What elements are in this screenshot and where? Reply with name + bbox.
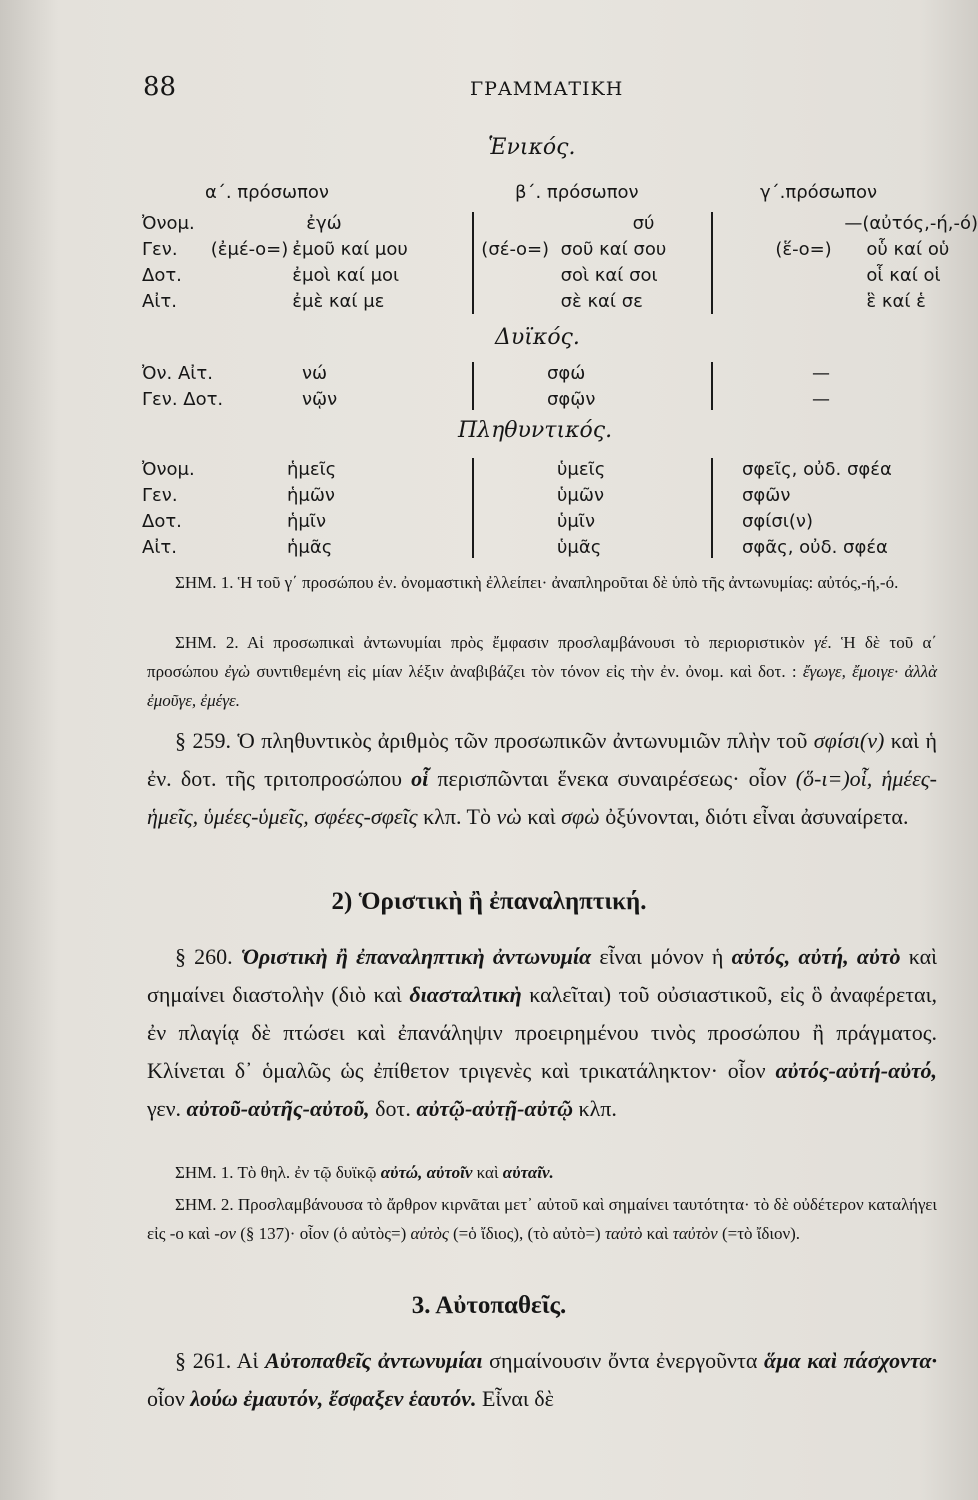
form-cell: ἐγώ xyxy=(306,212,342,234)
case-label: Δοτ. xyxy=(142,510,182,532)
table-row xyxy=(142,288,978,314)
paragraph-text: κλπ. Τὸ xyxy=(423,804,491,829)
table-row xyxy=(142,262,978,288)
form-prefix xyxy=(211,262,289,288)
paragraph-italic: οἷ xyxy=(411,766,429,791)
paragraph-text: καὶ σημαίνει διαστολὴν (διὸ καὶ xyxy=(147,944,938,1007)
table-row xyxy=(142,386,830,412)
section-singular: Ἑνικός. xyxy=(488,135,576,160)
form-cell: ἓ καί ἑ xyxy=(866,290,926,312)
dual-table xyxy=(142,360,830,412)
note-text: (§ 137)· οἷον (ὁ αὐτὸς=) xyxy=(240,1224,407,1243)
form-cell: σοῦ καί σου xyxy=(560,238,667,260)
paragraph-bold: αὐτός, αὐτή, αὐτὸ xyxy=(731,944,901,969)
note-text: καὶ xyxy=(646,1224,669,1243)
column-header-second-person: β΄. πρόσωπον xyxy=(515,182,639,203)
paragraph-bold: Αὐτοπαθεῖς ἀντωνυμίαι xyxy=(265,1348,483,1373)
note-text: (=ὁ ἴδιος), (τὸ αὐτὸ=) xyxy=(453,1224,601,1243)
paragraph-bold: λούω ἐμαυτόν, ἔσφαξεν ἑαυτόν. xyxy=(190,1386,477,1411)
paragraph-bold: ἅμα καὶ πάσχοντα· xyxy=(764,1348,937,1373)
paragraph-bold: αὐτός-αὐτή-αὐτό, xyxy=(775,1058,938,1083)
note-text: ΣΗΜ. 2. Προσλαμβάνουσα τὸ ἄρθρον κιρνᾶται μετ᾿ αὐτοῦ καὶ σημαίνει ταυτότητα· τὸ δὲ οὐδέτερον καταλήγει εἰς -ο καὶ xyxy=(147,1195,937,1243)
note-block-260-1 xyxy=(147,1158,937,1187)
note-1: ΣΗΜ. 1. Ἡ τοῦ γ΄ προσώπου ἐν. ὀνομαστικὴ ἐλλείπει· ἀναπληροῦται δὲ ὑπὸ τῆς ἀντωνυμίας: αὐτός,-ή,-ό. xyxy=(175,573,899,592)
paragraph-text: κλπ. xyxy=(578,1096,617,1121)
section-marker: § 259. xyxy=(175,728,231,753)
paragraph-text: γεν. xyxy=(147,1096,182,1121)
paragraph-text: καλεῖται) τοῦ οὐσιαστικοῦ, εἰς ὃ ἀναφέρεται, ἐν πλαγίᾳ δὲ πτώσει καὶ ἐπανάληψιν προειρημένου τινὸς προσώπου ἢ πράγματος. Κλίνεται δ᾿ ὁμαλῶς ὡς ἐπίθετον τριγενὲς καὶ τρικατάληκτον· οἷον xyxy=(147,982,937,1083)
case-label: Ὀνομ. xyxy=(142,458,195,480)
note-block-1 xyxy=(147,568,937,597)
case-label: Γεν. xyxy=(142,484,178,506)
paragraph-text: Αἱ xyxy=(236,1348,259,1373)
table-row xyxy=(142,210,978,236)
form-cell: σφᾶς, οὐδ. σφέα xyxy=(742,536,888,558)
note-italic: ἐγὼ xyxy=(224,662,251,681)
form-cell: οὗ καί οὑ xyxy=(866,238,950,260)
form-prefix xyxy=(775,262,836,288)
note-2 xyxy=(147,628,937,715)
form-prefix xyxy=(481,210,552,236)
form-prefix xyxy=(211,288,289,314)
table-row xyxy=(142,360,830,386)
form-cell: ἡμᾶς xyxy=(287,536,333,558)
form-prefix xyxy=(775,210,836,236)
paragraph-italic: νὼ xyxy=(496,804,522,829)
paragraph-text: ὀξύνονται, διότι εἶναι ἀσυναίρετα. xyxy=(605,804,909,829)
section-marker: § 260. xyxy=(175,944,233,969)
form-cell: σφώ xyxy=(547,362,586,384)
form-cell: σφίσι(ν) xyxy=(742,510,813,532)
case-label: Ὀνομ. xyxy=(142,212,195,234)
table-row xyxy=(142,482,892,508)
note-text: συντιθεμένη εἰς μίαν λέξιν ἀναβιβάζει τὸν τόνον εἰς τὴν ἐν. ὀνομ. καὶ δοτ. : xyxy=(256,662,797,681)
form-cell: ὑμῶν xyxy=(557,484,604,506)
paragraph-bold: διασταλτικὴ xyxy=(409,982,522,1007)
paragraph-bold: αὐτοῦ-αὐτῆς-αὐτοῦ, xyxy=(186,1096,370,1121)
form-prefix xyxy=(211,210,289,236)
page-number: 88 xyxy=(143,72,177,102)
table-row xyxy=(142,508,892,534)
running-title: ΓΡΑΜΜΑΤΙΚΗ xyxy=(470,78,624,100)
case-label: Γεν. Δοτ. xyxy=(142,388,224,410)
note-italic: γέ xyxy=(813,633,828,652)
paragraph-italic: (ὅ-ι=)οἷ, ἡμέες-ἡμεῖς, ὑμέες-ὑμεῖς, σφέες-σφεῖς xyxy=(147,766,937,829)
paragraph-text: Εἶναι δὲ xyxy=(482,1386,554,1411)
paragraph-text: δοτ. xyxy=(375,1096,411,1121)
table-row xyxy=(142,456,892,482)
note-text: ΣΗΜ. 2. Αἱ προσωπικαὶ ἀντωνυμίαι πρὸς ἔμφασιν προσλαμβάνουσι τὸ περιοριστικὸν xyxy=(175,633,805,652)
form-cell: ἐμὲ καί με xyxy=(292,290,385,312)
note-block-2 xyxy=(147,628,937,715)
paragraph-text: εἶναι μόνον ἡ xyxy=(599,944,724,969)
form-cell: ἐμοὶ καί μοι xyxy=(292,264,400,286)
form-cell: νώ xyxy=(302,362,328,384)
form-cell: ἡμεῖς xyxy=(287,458,337,480)
form-cell: —(αὐτός,-ή,-ό) xyxy=(844,212,978,234)
table-row xyxy=(142,236,978,262)
note-text: (=τὸ ἴδιον). xyxy=(721,1224,801,1243)
note-italic: ταὐτὸ xyxy=(604,1224,643,1243)
form-cell: νῷν xyxy=(302,388,338,410)
form-prefix xyxy=(775,288,836,314)
paragraph-261 xyxy=(147,1342,937,1418)
form-prefix: (σέ-ο=) xyxy=(481,238,550,260)
form-cell: ἡμῶν xyxy=(287,484,335,506)
paragraph-text: Ὁ πληθυντικὸς ἀριθμὸς τῶν προσωπικῶν ἀντωνυμιῶν πλὴν τοῦ xyxy=(237,728,808,753)
note-text: καὶ xyxy=(476,1163,499,1182)
column-header-third-person: γ΄.πρόσωπον xyxy=(760,182,878,203)
note-block-260-2 xyxy=(147,1190,937,1248)
note-italic: αὐτὸς xyxy=(410,1224,449,1243)
paragraph-italic: σφίσι(ν) xyxy=(813,728,885,753)
form-cell: σοὶ καί σοι xyxy=(560,264,658,286)
note-text: ΣΗΜ. 1. Τὸ θηλ. ἐν τῷ δυϊκῷ xyxy=(175,1163,377,1182)
paragraph-italic: Ὁριστικὴ ἢ ἐπαναληπτικὴ ἀντωνυμία xyxy=(240,944,592,969)
case-label: Ὀν. Αἰτ. xyxy=(142,362,213,384)
form-cell: — xyxy=(812,362,830,384)
form-cell: ὑμᾶς xyxy=(557,536,602,558)
table-row xyxy=(142,534,892,560)
form-prefix xyxy=(481,262,552,288)
form-prefix: (ἕ-ο=) xyxy=(775,238,832,260)
form-cell: σύ xyxy=(632,212,655,234)
paragraph-text: περισπῶνται ἕνεκα συναιρέσεως· οἷον xyxy=(437,766,787,791)
paragraph-text: σημαίνουσιν ὄντα ἐνεργοῦντα xyxy=(489,1348,758,1373)
paragraph-text: καὶ ἡ ἐν. δοτ. τῆς τριτοπροσώπου xyxy=(147,728,938,791)
form-cell: ἡμῖν xyxy=(287,510,327,532)
note-italic: ταὐτὸν xyxy=(672,1224,718,1243)
form-cell: ὑμῖν xyxy=(557,510,596,532)
form-prefix: (ἐμέ-ο=) xyxy=(210,238,289,260)
form-cell: ὑμεῖς xyxy=(557,458,606,480)
section-dual: Δυϊκός. xyxy=(495,325,580,350)
singular-table xyxy=(142,210,978,314)
section-plural: Πληθυντικός. xyxy=(458,418,613,443)
paragraph-text: καὶ xyxy=(527,804,556,829)
paragraph-text: οἷον xyxy=(147,1386,185,1411)
note-italic: ἔγωγε, ἔμοιγε· ἀλλὰ ἐμοῦγε, ἐμέγε. xyxy=(147,662,938,710)
form-prefix xyxy=(481,288,552,314)
form-cell: — xyxy=(812,388,830,410)
form-cell: ἐμοῦ καί μου xyxy=(292,238,408,260)
case-label: Αἰτ. xyxy=(142,536,177,558)
case-label: Δοτ. xyxy=(142,264,182,286)
note-italic: -ον xyxy=(214,1224,236,1243)
note-italic: αὐταῖν. xyxy=(502,1163,554,1182)
plural-table xyxy=(142,456,892,560)
note-text: . Ἡ δὲ τοῦ α΄ προσώπου xyxy=(147,633,938,681)
paragraph-260 xyxy=(147,938,937,1128)
section-marker: § 261. xyxy=(175,1348,232,1373)
case-label: Αἰτ. xyxy=(142,290,177,312)
form-cell: σφεῖς, οὐδ. σφέα xyxy=(742,458,892,480)
heading-definitive-pronoun: 2) Ὁριστικὴ ἢ ἐπαναληπτική. xyxy=(331,888,647,915)
form-cell: οἷ καί οἱ xyxy=(866,264,941,286)
paragraph-bold: αὐτῷ-αὐτῇ-αὐτῷ xyxy=(416,1096,574,1121)
form-cell: σφῶν xyxy=(742,484,791,506)
paragraph-259 xyxy=(147,722,937,836)
column-header-first-person: α΄. πρόσωπον xyxy=(205,182,329,203)
heading-reflexive-pronouns: 3. Αὐτοπαθεῖς. xyxy=(411,1292,567,1319)
case-label: Γεν. xyxy=(142,238,178,260)
form-cell: σὲ καί σε xyxy=(560,290,643,312)
form-cell: σφῷν xyxy=(547,388,596,410)
note-italic: αὐτώ, αὐτοῖν xyxy=(380,1163,473,1182)
paragraph-italic: σφὼ xyxy=(561,804,600,829)
